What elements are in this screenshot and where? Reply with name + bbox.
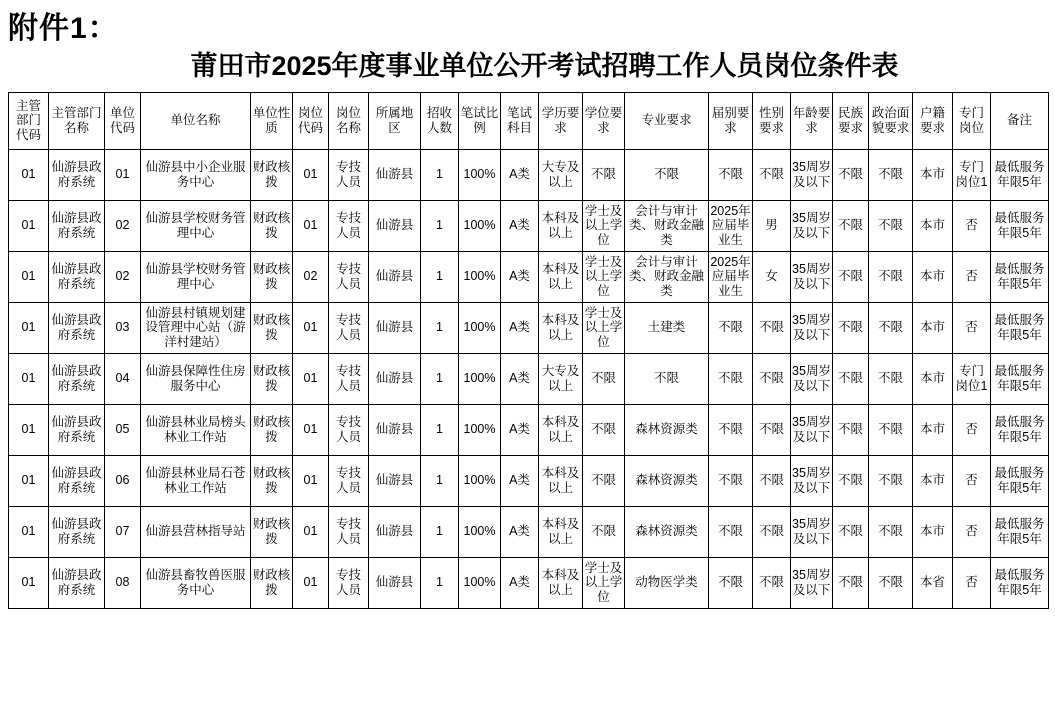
table-cell: 不限 [625,149,709,200]
table-cell: 学士及以上学位 [583,251,625,302]
table-cell: 本市 [913,353,953,404]
table-cell: 03 [105,302,141,353]
table-cell: 05 [105,404,141,455]
table-cell: 04 [105,353,141,404]
table-cell: 专门岗位1 [953,353,991,404]
table-cell: 1 [421,149,459,200]
table-cell: 不限 [753,455,791,506]
table-cell: 100% [459,302,501,353]
table-cell: 01 [293,353,329,404]
table-cell: 仙游县政府系统 [49,455,105,506]
column-header: 单位名称 [141,92,251,149]
table-cell: 最低服务年限5年 [991,302,1049,353]
table-cell: 100% [459,149,501,200]
column-header: 届别要求 [709,92,753,149]
table-cell: A类 [501,200,539,251]
table-cell: A类 [501,455,539,506]
table-cell: 森林资源类 [625,404,709,455]
table-cell: 不限 [753,404,791,455]
table-cell: 100% [459,506,501,557]
table-cell: 01 [9,200,49,251]
table-cell: 1 [421,251,459,302]
table-cell: 财政核拨 [251,302,293,353]
table-cell: A类 [501,353,539,404]
table-cell: 本市 [913,149,953,200]
table-cell: 专技人员 [329,557,369,608]
table-cell: 不限 [709,353,753,404]
table-cell: 35周岁及以下 [791,200,833,251]
column-header: 学位要求 [583,92,625,149]
table-cell: A类 [501,557,539,608]
column-header: 专业要求 [625,92,709,149]
table-cell: 最低服务年限5年 [991,149,1049,200]
table-cell: 2025年应届毕业生 [709,251,753,302]
column-header: 学历要求 [539,92,583,149]
table-cell: 专技人员 [329,149,369,200]
table-row [9,455,1049,506]
table-cell: 仙游县 [369,200,421,251]
table-cell: 02 [105,200,141,251]
table-cell: 不限 [869,251,913,302]
table-cell: 不限 [753,302,791,353]
table-cell: 否 [953,200,991,251]
table-cell: 本科及以上 [539,302,583,353]
table-cell: 不限 [709,455,753,506]
table-cell: 财政核拨 [251,506,293,557]
table-cell: 专技人员 [329,404,369,455]
table-cell: 1 [421,557,459,608]
table-cell: 仙游县政府系统 [49,404,105,455]
table-cell: 不限 [753,557,791,608]
column-header: 单位代码 [105,92,141,149]
table-cell: 不限 [869,353,913,404]
table-cell: 100% [459,251,501,302]
table-cell: A类 [501,506,539,557]
table-cell: 不限 [625,353,709,404]
table-cell: 01 [9,149,49,200]
table-cell: 专技人员 [329,251,369,302]
table-cell: 仙游县 [369,353,421,404]
table-cell: 本科及以上 [539,557,583,608]
table-cell: 大专及以上 [539,149,583,200]
table-cell: 01 [293,455,329,506]
table-cell: 大专及以上 [539,353,583,404]
table-cell: 本市 [913,200,953,251]
table-cell: 01 [293,200,329,251]
table-cell: 35周岁及以下 [791,302,833,353]
table-cell: 不限 [753,353,791,404]
table-cell: 本市 [913,506,953,557]
table-cell: 02 [105,251,141,302]
positions-table [8,92,1049,609]
column-header: 所属地区 [369,92,421,149]
table-row [9,404,1049,455]
table-cell: 财政核拨 [251,455,293,506]
table-cell: A类 [501,149,539,200]
table-cell: 最低服务年限5年 [991,200,1049,251]
table-cell: 否 [953,455,991,506]
table-cell: 仙游县村镇规划建设管理中心站（游洋村建站） [141,302,251,353]
table-cell: 不限 [869,302,913,353]
table-cell: 01 [9,506,49,557]
table-cell: 学士及以上学位 [583,557,625,608]
table-row [9,251,1049,302]
column-header: 政治面貌要求 [869,92,913,149]
table-cell: 仙游县学校财务管理中心 [141,251,251,302]
table-cell: 财政核拨 [251,404,293,455]
table-cell: 会计与审计类、财政金融类 [625,251,709,302]
table-cell: 08 [105,557,141,608]
table-cell: 仙游县政府系统 [49,251,105,302]
table-cell: 学士及以上学位 [583,302,625,353]
table-cell: 仙游县政府系统 [49,302,105,353]
table-cell: 仙游县 [369,404,421,455]
table-cell: 35周岁及以下 [791,404,833,455]
table-cell: 35周岁及以下 [791,455,833,506]
table-cell: A类 [501,302,539,353]
table-cell: 最低服务年限5年 [991,404,1049,455]
table-cell: 仙游县学校财务管理中心 [141,200,251,251]
table-cell: 1 [421,455,459,506]
table-cell: 仙游县政府系统 [49,149,105,200]
table-cell: 否 [953,404,991,455]
table-cell: 不限 [583,506,625,557]
table-cell: 仙游县 [369,302,421,353]
table-cell: 仙游县 [369,557,421,608]
table-cell: 1 [421,404,459,455]
table-header-row [9,92,1049,149]
table-cell: 本市 [913,251,953,302]
table-cell: 男 [753,200,791,251]
table-cell: 仙游县 [369,251,421,302]
table-cell: 专技人员 [329,506,369,557]
table-cell: 专技人员 [329,200,369,251]
table-cell: 专技人员 [329,302,369,353]
column-header: 笔试比例 [459,92,501,149]
table-cell: 本省 [913,557,953,608]
table-cell: 不限 [833,557,869,608]
table-cell: 35周岁及以下 [791,251,833,302]
table-cell: 不限 [583,455,625,506]
table-cell: 01 [9,455,49,506]
table-cell: 最低服务年限5年 [991,506,1049,557]
table-cell: A类 [501,251,539,302]
table-cell: 否 [953,251,991,302]
table-cell: 本市 [913,455,953,506]
table-cell: 最低服务年限5年 [991,557,1049,608]
table-cell: 35周岁及以下 [791,149,833,200]
table-cell: 01 [9,251,49,302]
table-cell: 100% [459,404,501,455]
table-cell: 不限 [583,149,625,200]
table-cell: 06 [105,455,141,506]
table-cell: 不限 [753,149,791,200]
table-cell: 不限 [833,302,869,353]
table-cell: 财政核拨 [251,149,293,200]
table-cell: 35周岁及以下 [791,557,833,608]
table-cell: 02 [293,251,329,302]
table-row [9,149,1049,200]
table-cell: 不限 [833,353,869,404]
table-cell: 01 [105,149,141,200]
table-cell: 不限 [833,200,869,251]
table-cell: 最低服务年限5年 [991,455,1049,506]
table-cell: 01 [9,353,49,404]
table-cell: 仙游县政府系统 [49,200,105,251]
table-cell: 本科及以上 [539,506,583,557]
table-cell: 专技人员 [329,455,369,506]
page-title: 莆田市2025年度事业单位公开考试招聘工作人员岗位条件表 [190,51,899,81]
table-cell: 仙游县中小企业服务中心 [141,149,251,200]
column-header: 主管部门代码 [9,92,49,149]
column-header: 笔试科目 [501,92,539,149]
table-cell: 会计与审计类、财政金融类 [625,200,709,251]
table-cell: 不限 [709,302,753,353]
table-cell: 1 [421,200,459,251]
table-cell: 35周岁及以下 [791,353,833,404]
table-cell: 最低服务年限5年 [991,251,1049,302]
table-cell: 01 [293,149,329,200]
table-row [9,200,1049,251]
column-header: 备注 [991,92,1049,149]
table-cell: 不限 [583,353,625,404]
table-cell: 专技人员 [329,353,369,404]
table-cell: 不限 [833,455,869,506]
table-cell: 1 [421,353,459,404]
table-cell: 专门岗位1 [953,149,991,200]
column-header: 专门岗位 [953,92,991,149]
table-cell: 1 [421,302,459,353]
table-cell: 森林资源类 [625,455,709,506]
table-cell: 土建类 [625,302,709,353]
table-cell: 01 [293,506,329,557]
table-cell: 本科及以上 [539,455,583,506]
table-cell: 仙游县 [369,455,421,506]
table-cell: 动物医学类 [625,557,709,608]
table-cell: 不限 [709,404,753,455]
table-cell: 不限 [869,557,913,608]
table-cell: 否 [953,557,991,608]
table-cell: 不限 [869,455,913,506]
column-header: 岗位名称 [329,92,369,149]
table-cell: 100% [459,353,501,404]
table-cell: 仙游县林业局榜头林业工作站 [141,404,251,455]
table-cell: 仙游县营林指导站 [141,506,251,557]
table-cell: 100% [459,200,501,251]
table-cell: 不限 [833,506,869,557]
table-cell: 仙游县政府系统 [49,557,105,608]
column-header: 招收人数 [421,92,459,149]
table-cell: 否 [953,506,991,557]
table-row [9,506,1049,557]
table-cell: 仙游县政府系统 [49,353,105,404]
table-cell: 仙游县 [369,149,421,200]
table-cell: 01 [293,557,329,608]
column-header: 单位性质 [251,92,293,149]
table-cell: 不限 [833,404,869,455]
table-cell: 财政核拨 [251,251,293,302]
table-cell: 仙游县畜牧兽医服务中心 [141,557,251,608]
table-cell: 财政核拨 [251,200,293,251]
table-cell: 仙游县保障性住房服务中心 [141,353,251,404]
table-cell: 财政核拨 [251,557,293,608]
table-cell: 不限 [753,506,791,557]
table-cell: 35周岁及以下 [791,506,833,557]
column-header: 户籍要求 [913,92,953,149]
table-cell: 不限 [709,506,753,557]
table-cell: 100% [459,557,501,608]
table-cell: 本科及以上 [539,200,583,251]
table-cell: 100% [459,455,501,506]
table-cell: 不限 [869,149,913,200]
table-cell: 不限 [583,404,625,455]
table-cell: 01 [9,404,49,455]
table-cell: 01 [9,302,49,353]
column-header: 民族要求 [833,92,869,149]
table-cell: 不限 [869,506,913,557]
table-cell: 不限 [869,200,913,251]
column-header: 岗位代码 [293,92,329,149]
table-cell: A类 [501,404,539,455]
column-header: 性别要求 [753,92,791,149]
table-row [9,353,1049,404]
column-header: 主管部门名称 [49,92,105,149]
table-cell: 07 [105,506,141,557]
table-row [9,302,1049,353]
table-cell: 不限 [709,557,753,608]
table-cell: 01 [293,404,329,455]
table-cell: 否 [953,302,991,353]
table-cell: 仙游县 [369,506,421,557]
table-row [9,557,1049,608]
table-cell: 最低服务年限5年 [991,353,1049,404]
table-cell: 财政核拨 [251,353,293,404]
table-cell: 本市 [913,404,953,455]
table-cell: 不限 [833,251,869,302]
attachment-label: 附件1： [8,12,119,45]
table-cell: 2025年应届毕业生 [709,200,753,251]
column-header: 年龄要求 [791,92,833,149]
table-cell: 本科及以上 [539,251,583,302]
table-cell: 女 [753,251,791,302]
table-cell: 学士及以上学位 [583,200,625,251]
table-cell: 01 [293,302,329,353]
table-cell: 不限 [709,149,753,200]
table-cell: 森林资源类 [625,506,709,557]
table-cell: 仙游县政府系统 [49,506,105,557]
table-cell: 01 [9,557,49,608]
table-cell: 1 [421,506,459,557]
table-cell: 不限 [869,404,913,455]
table-cell: 本科及以上 [539,404,583,455]
table-cell: 不限 [833,149,869,200]
table-cell: 仙游县林业局石苍林业工作站 [141,455,251,506]
table-cell: 本市 [913,302,953,353]
